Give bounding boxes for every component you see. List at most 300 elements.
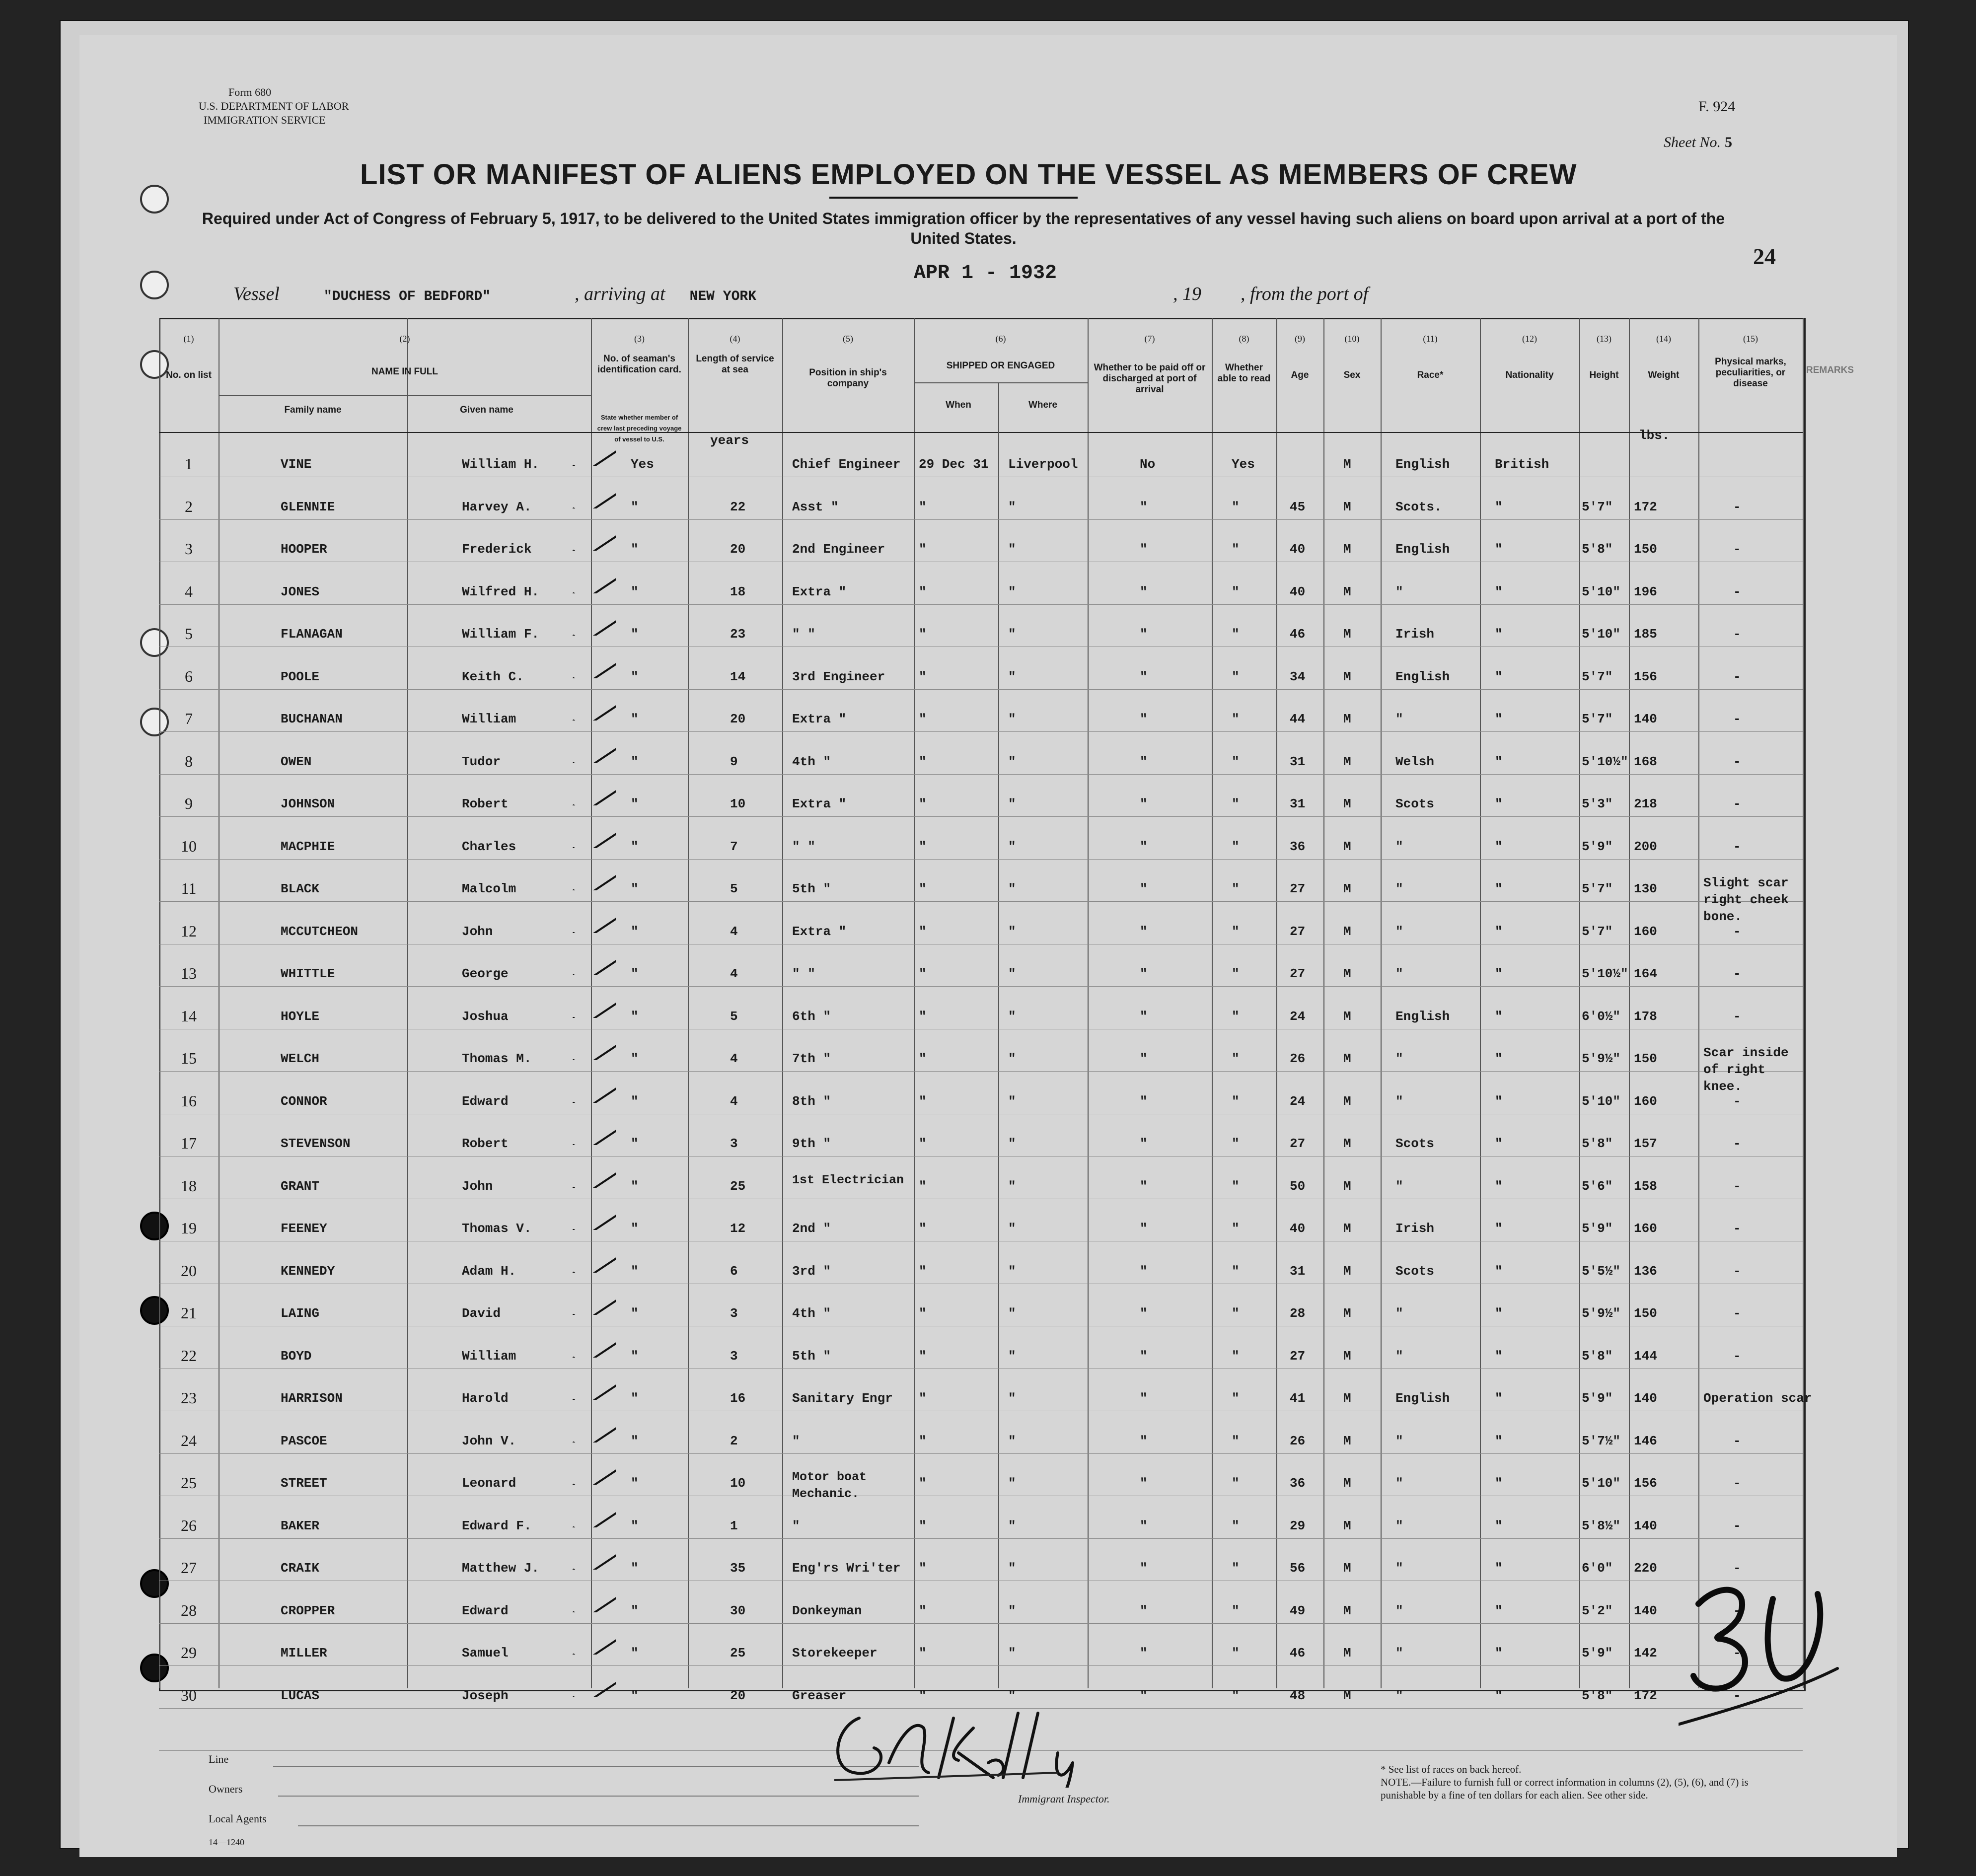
- shipped-when: ": [919, 1646, 927, 1660]
- physical-marks: Scar inside of right knee.: [1703, 1045, 1789, 1094]
- sheet-number: [1664, 134, 1732, 151]
- physical-marks: -: [1733, 966, 1741, 981]
- from-port-label: , from the port of: [1240, 284, 1369, 304]
- prev-voyage: ": [631, 1476, 639, 1491]
- paid-off: ": [1140, 1688, 1148, 1703]
- height: 5'10": [1582, 1093, 1621, 1109]
- paid-off: ": [1140, 669, 1148, 684]
- race: ": [1395, 1348, 1403, 1364]
- age: 46: [1290, 1646, 1306, 1660]
- prev-voyage: ": [631, 1051, 639, 1066]
- shipped-where: ": [1008, 584, 1016, 599]
- check-mark-icon: [571, 913, 616, 933]
- shipped-when: ": [919, 1688, 927, 1703]
- arriving-port: NEW YORK: [689, 289, 756, 304]
- subheader-divider: [914, 382, 1088, 383]
- family-name: STREET: [281, 1476, 327, 1491]
- row-number: 15: [181, 1049, 197, 1067]
- shipped-when: ": [919, 584, 927, 599]
- weight: 130: [1634, 881, 1657, 896]
- able-to-read: ": [1232, 1136, 1240, 1151]
- vessel-line: [233, 283, 1368, 305]
- paid-off: ": [1140, 584, 1148, 599]
- shipped-when: ": [919, 839, 927, 854]
- shipped-when: ": [919, 542, 927, 557]
- header-able-to-read: Whether able to read: [1217, 362, 1271, 384]
- check-mark-icon: [571, 743, 616, 763]
- height: 5'8": [1582, 1136, 1613, 1151]
- service-length: 5: [730, 1009, 738, 1024]
- row-number: 20: [181, 1261, 197, 1280]
- header-given-name: Given name: [460, 405, 513, 415]
- given-name: George: [462, 966, 509, 981]
- paid-off: ": [1140, 966, 1148, 981]
- race: English: [1395, 542, 1450, 557]
- age: 40: [1290, 1221, 1306, 1236]
- physical-marks: -: [1733, 1136, 1741, 1151]
- row-number: 12: [181, 922, 197, 940]
- position: 3rd ": [792, 1263, 831, 1279]
- service-length: 14: [730, 669, 746, 684]
- physical-marks: Slight scar right cheek bone.: [1703, 875, 1789, 924]
- service-length: 2: [730, 1433, 738, 1448]
- position: 5th ": [792, 881, 831, 896]
- position: 8th ": [792, 1093, 831, 1109]
- paid-off: ": [1140, 1051, 1148, 1066]
- physical-marks: -: [1733, 1518, 1741, 1533]
- check-mark-icon: [571, 828, 616, 848]
- shipped-where: ": [1008, 669, 1016, 684]
- height: 5'2": [1582, 1603, 1613, 1618]
- position: " ": [792, 966, 815, 981]
- weight: 164: [1634, 966, 1657, 981]
- age: 50: [1290, 1178, 1306, 1194]
- shipped-when: ": [919, 1476, 927, 1491]
- position: 1st Electrician: [792, 1172, 904, 1187]
- check-mark-icon: [571, 1253, 616, 1273]
- row-divider: [159, 1453, 1803, 1454]
- service-length: 6: [730, 1263, 738, 1279]
- age: 31: [1290, 754, 1306, 769]
- position: Extra ": [792, 796, 847, 811]
- given-name: Tudor: [462, 754, 501, 769]
- able-to-read: ": [1232, 669, 1240, 684]
- arriving-label: , arriving at: [574, 284, 665, 304]
- family-name: VINE: [281, 457, 312, 472]
- row-number: 25: [181, 1474, 197, 1492]
- age: 44: [1290, 712, 1306, 726]
- shipped-where: ": [1008, 1476, 1016, 1491]
- age: 36: [1290, 839, 1306, 854]
- prev-voyage: ": [631, 1391, 639, 1406]
- paid-off: ": [1140, 1476, 1148, 1491]
- column-divider: [688, 318, 689, 1688]
- header-weight: Weight: [1648, 370, 1680, 380]
- physical-marks: -: [1733, 1263, 1741, 1279]
- position: Sanitary Engr: [792, 1391, 893, 1406]
- check-mark-icon: [571, 658, 616, 678]
- service-length: 4: [730, 1093, 738, 1109]
- nationality: ": [1495, 1391, 1503, 1406]
- position: 3rd Engineer: [792, 669, 885, 684]
- binder-hole: [140, 185, 169, 214]
- family-name: LUCAS: [281, 1688, 320, 1703]
- nationality: ": [1495, 1603, 1503, 1618]
- paid-off: ": [1140, 1433, 1148, 1448]
- page-number: 24: [1753, 244, 1776, 269]
- row-number: 3: [185, 540, 193, 558]
- nationality: ": [1495, 499, 1503, 514]
- weight: 200: [1634, 839, 1657, 854]
- header-seaman-card: No. of seaman's identification card.: [597, 354, 681, 375]
- service-length: 5: [730, 881, 738, 896]
- check-mark-icon: [571, 701, 616, 721]
- given-name: David: [462, 1306, 501, 1321]
- nationality: ": [1495, 1136, 1503, 1151]
- family-name: HOYLE: [281, 1009, 320, 1024]
- height: 5'8": [1582, 542, 1613, 557]
- age: 27: [1290, 1348, 1306, 1364]
- header-shipped-engaged: SHIPPED OR ENGAGED: [946, 361, 1055, 371]
- service-length: 23: [730, 627, 746, 642]
- check-mark-icon: [571, 616, 616, 636]
- family-name: MACPHIE: [281, 839, 335, 854]
- able-to-read: ": [1232, 1518, 1240, 1533]
- family-name: WELCH: [281, 1051, 320, 1066]
- shipped-when: ": [919, 796, 927, 811]
- nationality: ": [1495, 669, 1503, 684]
- position: Greaser: [792, 1688, 847, 1703]
- department: U.S. DEPARTMENT OF LABOR: [199, 100, 349, 112]
- position: 4th ": [792, 1306, 831, 1321]
- shipped-where: ": [1008, 627, 1016, 642]
- sex: M: [1343, 966, 1351, 981]
- race: ": [1395, 584, 1403, 599]
- service-length: 35: [730, 1561, 746, 1576]
- family-name: OWEN: [281, 754, 312, 769]
- age: 27: [1290, 966, 1306, 981]
- age: 34: [1290, 669, 1306, 684]
- height: 5'9": [1582, 839, 1613, 854]
- weight: 172: [1634, 1688, 1657, 1703]
- given-name: Harvey A.: [462, 499, 532, 514]
- given-name: Samuel: [462, 1646, 509, 1660]
- shipped-where: ": [1008, 1221, 1016, 1236]
- service-length: 25: [730, 1646, 746, 1660]
- given-name: Keith C.: [462, 669, 524, 684]
- family-name: BLACK: [281, 881, 320, 896]
- column-number: (11): [1423, 334, 1438, 344]
- header-when: When: [946, 400, 971, 410]
- service-length: 25: [730, 1178, 746, 1194]
- sheet-value: 5: [1724, 134, 1732, 150]
- physical-marks: -: [1733, 584, 1741, 599]
- column-divider: [1698, 318, 1699, 1688]
- age: 24: [1290, 1009, 1306, 1024]
- race: ": [1395, 924, 1403, 939]
- sex: M: [1343, 754, 1351, 769]
- able-to-read: ": [1232, 1306, 1240, 1321]
- nationality: ": [1495, 1433, 1503, 1448]
- family-name: MILLER: [281, 1646, 327, 1660]
- shipped-when: ": [919, 1221, 927, 1236]
- service-length: 16: [730, 1391, 746, 1406]
- row-number: 10: [181, 837, 197, 855]
- position: 9th ": [792, 1136, 831, 1151]
- service-length: 30: [730, 1603, 746, 1618]
- unit-label: lbs.: [1639, 428, 1670, 443]
- nationality: ": [1495, 1646, 1503, 1660]
- check-mark-icon: [571, 1465, 616, 1485]
- prev-voyage: ": [631, 542, 639, 557]
- physical-marks: -: [1733, 712, 1741, 726]
- paid-off: ": [1140, 1518, 1148, 1533]
- column-number: (5): [843, 334, 853, 344]
- family-name: BUCHANAN: [281, 712, 343, 726]
- header-divider: [159, 432, 1803, 433]
- physical-marks: -: [1733, 1603, 1741, 1618]
- able-to-read: ": [1232, 1221, 1240, 1236]
- paid-off: ": [1140, 1306, 1148, 1321]
- binder-hole: [140, 271, 169, 299]
- given-name: John V.: [462, 1433, 516, 1448]
- prev-voyage: ": [631, 754, 639, 769]
- prev-voyage: ": [631, 1561, 639, 1576]
- paid-off: ": [1140, 499, 1148, 514]
- shipped-where: ": [1008, 1688, 1016, 1703]
- weight: 156: [1634, 669, 1657, 684]
- column-number: (9): [1295, 334, 1305, 344]
- height: 5'9½": [1582, 1306, 1621, 1321]
- column-divider: [1480, 318, 1481, 1688]
- column-number: (1): [183, 334, 194, 344]
- age: 24: [1290, 1093, 1306, 1109]
- sex: M: [1343, 627, 1351, 642]
- nationality: ": [1495, 1178, 1503, 1194]
- row-number: 4: [185, 582, 193, 600]
- column-number: (4): [730, 334, 740, 344]
- shipped-where: ": [1008, 1646, 1016, 1660]
- paid-off: ": [1140, 1009, 1148, 1024]
- shipped-when: ": [919, 881, 927, 896]
- weight: 196: [1634, 584, 1657, 599]
- shipped-where: ": [1008, 1391, 1016, 1406]
- race: ": [1395, 1561, 1403, 1576]
- family-name: FEENEY: [281, 1221, 327, 1236]
- physical-marks: -: [1733, 1178, 1741, 1194]
- height: 5'7½": [1582, 1433, 1621, 1448]
- sex: M: [1343, 1561, 1351, 1576]
- header-nationality: Nationality: [1505, 370, 1554, 380]
- column-divider: [998, 382, 999, 1688]
- position: Chief Engineer: [792, 457, 901, 472]
- age: 36: [1290, 1476, 1306, 1491]
- nationality: ": [1495, 712, 1503, 726]
- height: 5'7": [1582, 924, 1613, 939]
- weight: 160: [1634, 1093, 1657, 1109]
- race: ": [1395, 1178, 1403, 1194]
- row-number: 30: [181, 1686, 197, 1704]
- row-divider: [159, 1071, 1803, 1072]
- column-number: (2): [399, 334, 410, 344]
- physical-marks: -: [1733, 1561, 1741, 1576]
- handwritten-total: [1679, 1569, 1867, 1738]
- nationality: ": [1495, 754, 1503, 769]
- check-mark-icon: [571, 1210, 616, 1230]
- column-divider: [1323, 318, 1324, 1688]
- physical-marks: -: [1733, 1646, 1741, 1660]
- row-divider: [159, 986, 1803, 987]
- shipped-when: ": [919, 669, 927, 684]
- position: 5th ": [792, 1348, 831, 1364]
- shipped-where: ": [1008, 966, 1016, 981]
- header-no-on-list: No. on list: [166, 370, 212, 380]
- nationality: ": [1495, 1561, 1503, 1576]
- race: Scots: [1395, 1136, 1435, 1151]
- sex: M: [1343, 1221, 1351, 1236]
- height: 6'0": [1582, 1561, 1613, 1576]
- given-name: Adam H.: [462, 1263, 516, 1279]
- fine-note: NOTE.—Failure to furnish full or correct information in columns (2), (5), (6), and (7) is punishable by a fine of ten dollars for each alien. See other side.: [1381, 1776, 1749, 1801]
- nationality: ": [1495, 881, 1503, 896]
- prev-voyage: ": [631, 1263, 639, 1279]
- service-length: 22: [730, 499, 746, 514]
- weight: 140: [1634, 1391, 1657, 1406]
- race: Irish: [1395, 1221, 1435, 1236]
- given-name: William H.: [462, 457, 540, 472]
- service-length: 4: [730, 1051, 738, 1066]
- able-to-read: ": [1232, 712, 1240, 726]
- service-length: 3: [730, 1348, 738, 1364]
- row-number: 27: [181, 1559, 197, 1577]
- service-length: 18: [730, 584, 746, 599]
- physical-marks: -: [1733, 627, 1741, 642]
- able-to-read: ": [1232, 584, 1240, 599]
- family-name: STEVENSON: [281, 1136, 351, 1151]
- able-to-read: ": [1232, 1263, 1240, 1279]
- sex: M: [1343, 881, 1351, 896]
- paid-off: ": [1140, 1391, 1148, 1406]
- row-number: 19: [181, 1219, 197, 1237]
- race: Scots: [1395, 1263, 1435, 1279]
- row-number: 17: [181, 1134, 197, 1152]
- nationality: ": [1495, 1348, 1503, 1364]
- form-code: F. 924: [1698, 98, 1736, 115]
- line-label: Line: [209, 1753, 229, 1765]
- row-divider: [159, 859, 1803, 860]
- column-divider: [1629, 318, 1630, 1688]
- given-name: Robert: [462, 1136, 509, 1151]
- vessel-label: Vessel: [233, 284, 280, 304]
- column-number: (6): [995, 334, 1006, 344]
- weight: 158: [1634, 1178, 1657, 1194]
- form-number: Form 680: [228, 86, 272, 98]
- row-divider: [159, 816, 1803, 817]
- height: 5'7": [1582, 712, 1613, 726]
- given-name: Wilfred H.: [462, 584, 540, 599]
- age: 31: [1290, 796, 1306, 811]
- position: Donkeyman: [792, 1603, 862, 1618]
- paid-off: ": [1140, 1178, 1148, 1194]
- prev-voyage: Yes: [631, 457, 654, 472]
- paid-off: No: [1140, 457, 1156, 472]
- height: 5'6": [1582, 1178, 1613, 1194]
- shipped-where: ": [1008, 499, 1016, 514]
- position: Asst ": [792, 499, 839, 514]
- able-to-read: ": [1232, 627, 1240, 642]
- race: ": [1395, 1093, 1403, 1109]
- height: 5'8": [1582, 1688, 1613, 1703]
- shipped-when: ": [919, 1263, 927, 1279]
- shipped-where: ": [1008, 1009, 1016, 1024]
- age: 46: [1290, 627, 1306, 642]
- column-number: (12): [1522, 334, 1537, 344]
- column-divider: [1212, 318, 1213, 1688]
- row-divider: [159, 519, 1803, 520]
- physical-marks: -: [1733, 1348, 1741, 1364]
- prev-voyage: ": [631, 1221, 639, 1236]
- row-number: 7: [185, 710, 193, 727]
- physical-marks: -: [1733, 839, 1741, 854]
- service-length: 3: [730, 1136, 738, 1151]
- able-to-read: Yes: [1232, 457, 1255, 472]
- nationality: ": [1495, 1306, 1503, 1321]
- prev-voyage: ": [631, 839, 639, 854]
- family-name: HARRISON: [281, 1391, 343, 1406]
- physical-marks: -: [1733, 1476, 1741, 1491]
- position: 4th ": [792, 754, 831, 769]
- paid-off: ": [1140, 754, 1148, 769]
- shipped-where: ": [1008, 1603, 1016, 1618]
- shipped-where: ": [1008, 924, 1016, 939]
- sex: M: [1343, 1136, 1351, 1151]
- row-number: 1: [185, 455, 193, 473]
- shipped-where: ": [1008, 542, 1016, 557]
- check-mark-icon: [571, 489, 616, 508]
- family-name: KENNEDY: [281, 1263, 335, 1279]
- subheader-divider: [219, 395, 591, 396]
- family-name: LAING: [281, 1306, 320, 1321]
- physical-marks: -: [1733, 1009, 1741, 1024]
- prev-voyage: ": [631, 881, 639, 896]
- crew-table: [159, 318, 1806, 1691]
- able-to-read: ": [1232, 1688, 1240, 1703]
- unit-label: years: [710, 433, 749, 448]
- sex: M: [1343, 1518, 1351, 1533]
- row-divider: [159, 901, 1803, 902]
- nationality: ": [1495, 1518, 1503, 1533]
- nationality: ": [1495, 1688, 1503, 1703]
- check-mark-icon: [571, 1550, 616, 1570]
- given-name: Edward: [462, 1093, 509, 1109]
- row-divider: [159, 1623, 1803, 1624]
- able-to-read: ": [1232, 542, 1240, 557]
- sex: M: [1343, 1433, 1351, 1448]
- height: 5'10": [1582, 1476, 1621, 1491]
- position: " ": [792, 839, 815, 854]
- weight: 150: [1634, 1306, 1657, 1321]
- age: 26: [1290, 1433, 1306, 1448]
- row-number: 29: [181, 1644, 197, 1661]
- shipped-when: 29 Dec 31: [919, 457, 989, 472]
- physical-marks: -: [1733, 754, 1741, 769]
- family-name: WHITTLE: [281, 966, 335, 981]
- sex: M: [1343, 839, 1351, 854]
- service-length: 10: [730, 1476, 746, 1491]
- nationality: ": [1495, 584, 1503, 599]
- column-divider: [407, 318, 408, 1688]
- service-length: 4: [730, 924, 738, 939]
